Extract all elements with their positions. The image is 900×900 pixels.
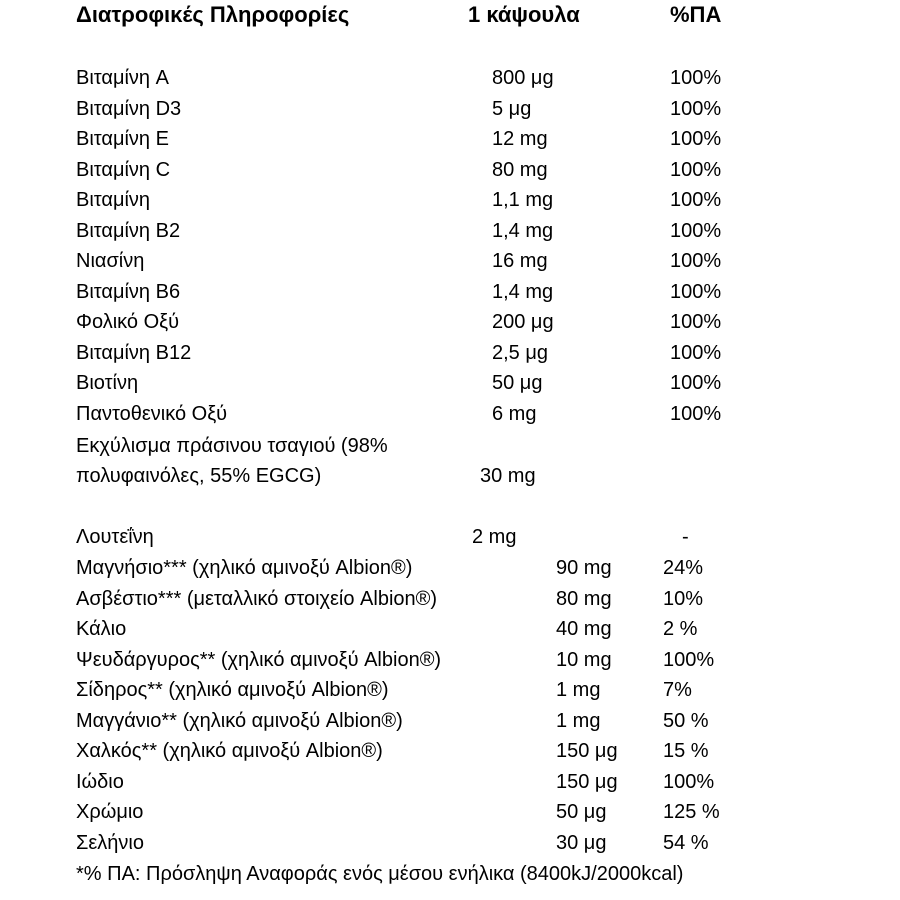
nutrient-amount: 1 mg: [556, 709, 601, 732]
nutrient-amount: 12 mg: [492, 128, 548, 150]
nutrient-name: Βιταμίνη D3: [76, 97, 182, 120]
nutrient-name: Σίδηρος** (χηλικό αμινοξύ Albion®): [76, 679, 389, 701]
mineral-row: [0, 675, 900, 705]
nutrient-percent: 100%: [663, 648, 715, 671]
lutein-row: [0, 522, 900, 552]
nutrient-amount: 80 mg: [492, 158, 548, 181]
nutrient-name: Βιταμίνη: [76, 189, 151, 211]
nutrient-amount: 150 μg: [556, 740, 618, 762]
nutrient-name: Φολικό Οξύ: [76, 311, 180, 333]
nutrient-amount: 16 mg: [492, 250, 548, 272]
nutrient-percent: 24%: [663, 557, 704, 579]
extract-amount: 30 mg: [480, 465, 536, 487]
nutrient-percent: 100%: [670, 402, 722, 425]
nutrient-amount: 150 μg: [556, 770, 618, 793]
nutrient-amount: 10 mg: [556, 648, 612, 671]
nutrient-amount: 800 μg: [492, 67, 554, 89]
nutrient-percent: 100%: [670, 311, 722, 333]
percent-ri-header: %ΠΑ: [670, 2, 722, 27]
extract-name-line2: πολυφαινόλες, 55% EGCG): [76, 465, 322, 487]
vitamin-row: [0, 124, 900, 154]
nutrient-percent: 100%: [670, 97, 722, 120]
nutrient-amount: 80 mg: [556, 587, 612, 610]
nutrient-amount: 50 μg: [556, 801, 607, 823]
nutrient-amount: 1,4 mg: [492, 219, 554, 242]
nutrient-percent: 15 %: [663, 740, 709, 762]
mineral-row: [0, 645, 900, 675]
nutrient-percent: 100%: [670, 341, 722, 364]
nutrient-name: Χαλκός** (χηλικό αμινοξύ Albion®): [76, 740, 383, 762]
nutrient-name: Νιασίνη: [76, 250, 145, 272]
nutrient-percent: 7%: [663, 679, 692, 701]
nutrient-name: Μαγνήσιο*** (χηλικό αμινοξύ Albion®): [76, 557, 413, 579]
nutrient-name: Παντοθενικό Οξύ: [76, 402, 228, 425]
lutein-amount: 2 mg: [472, 526, 517, 548]
nutrient-name: Κάλιο: [76, 618, 127, 640]
vitamin-row: [0, 277, 900, 307]
mineral-row: [0, 797, 900, 827]
vitamin-row: [0, 155, 900, 185]
nutrient-percent: 100%: [670, 250, 722, 272]
nutrient-name: Χρώμιο: [76, 801, 144, 823]
table-title: Διατροφικές Πληροφορίες: [76, 2, 350, 27]
nutrient-name: Βιταμίνη C: [76, 158, 171, 181]
mineral-row: [0, 736, 900, 766]
nutrient-name: Ασβέστιο*** (μεταλλικό στοιχείο Albion®): [76, 587, 438, 610]
vitamin-row: [0, 307, 900, 337]
nutrient-amount: 30 μg: [556, 831, 607, 854]
nutrient-percent: 100%: [670, 128, 722, 150]
vitamin-row: [0, 338, 900, 368]
nutrient-amount: 1 mg: [556, 679, 601, 701]
nutrient-amount: 1,1 mg: [492, 189, 554, 211]
nutrient-amount: 40 mg: [556, 618, 612, 640]
nutrient-name: Βιταμίνη E: [76, 128, 169, 150]
lutein-name: Λουτεΐνη: [76, 526, 154, 548]
nutrient-name: Βιταμίνη A: [76, 67, 169, 89]
nutrient-amount: 5 μg: [492, 97, 532, 120]
mineral-row: [0, 767, 900, 797]
nutrient-percent: 10%: [663, 587, 704, 610]
nutrient-percent: 100%: [670, 189, 722, 211]
nutrient-name: Βιταμίνη B6: [76, 280, 181, 303]
nutrient-percent: 100%: [670, 280, 722, 303]
vitamin-row: [0, 399, 900, 429]
vitamin-row: [0, 94, 900, 124]
mineral-row: [0, 584, 900, 614]
lutein-percent: -: [682, 526, 689, 548]
nutrient-name: Βιταμίνη B2: [76, 219, 181, 242]
nutrient-percent: 100%: [663, 770, 715, 793]
vitamin-row: [0, 63, 900, 93]
nutrient-amount: 6 mg: [492, 402, 537, 425]
mineral-row: [0, 614, 900, 644]
mineral-row: [0, 553, 900, 583]
extract-name-line1: Εκχύλισμα πράσινου τσαγιού (98%: [76, 435, 388, 457]
nutrient-amount: 200 μg: [492, 311, 554, 333]
nutrient-percent: 50 %: [663, 709, 709, 732]
nutrient-amount: 50 μg: [492, 372, 543, 394]
extract-row-line1: [0, 431, 900, 461]
nutrient-name: Μαγγάνιο** (χηλικό αμινοξύ Albion®): [76, 709, 403, 732]
vitamin-row: [0, 246, 900, 276]
nutrient-amount: 90 mg: [556, 557, 612, 579]
footnote: *% ΠΑ: Πρόσληψη Αναφοράς ενός μέσου ενήλικα (8400kJ/2000kcal): [76, 863, 684, 885]
extract-row-line2: [0, 461, 900, 491]
nutrient-percent: 54 %: [663, 831, 709, 854]
nutrient-amount: 1,4 mg: [492, 280, 554, 303]
nutrient-percent: 100%: [670, 67, 722, 89]
vitamin-row: [0, 185, 900, 215]
nutrient-percent: 125 %: [663, 801, 720, 823]
nutrient-percent: 100%: [670, 219, 722, 242]
nutrient-name: Ιώδιο: [76, 770, 124, 793]
vitamin-row: [0, 216, 900, 246]
nutrient-percent: 100%: [670, 372, 722, 394]
nutrient-percent: 100%: [670, 158, 722, 181]
nutrient-name: Βιοτίνη: [76, 372, 139, 394]
nutrient-name: Σελήνιο: [76, 831, 144, 854]
mineral-row: [0, 706, 900, 736]
mineral-row: [0, 828, 900, 858]
nutrient-amount: 2,5 μg: [492, 341, 549, 364]
vitamin-row: [0, 368, 900, 398]
serving-size-header: 1 κάψουλα: [468, 2, 580, 27]
nutrient-name: Ψευδάργυρος** (χηλικό αμινοξύ Albion®): [76, 648, 442, 671]
nutrient-percent: 2 %: [663, 618, 698, 640]
nutrient-name: Βιταμίνη B12: [76, 341, 192, 364]
